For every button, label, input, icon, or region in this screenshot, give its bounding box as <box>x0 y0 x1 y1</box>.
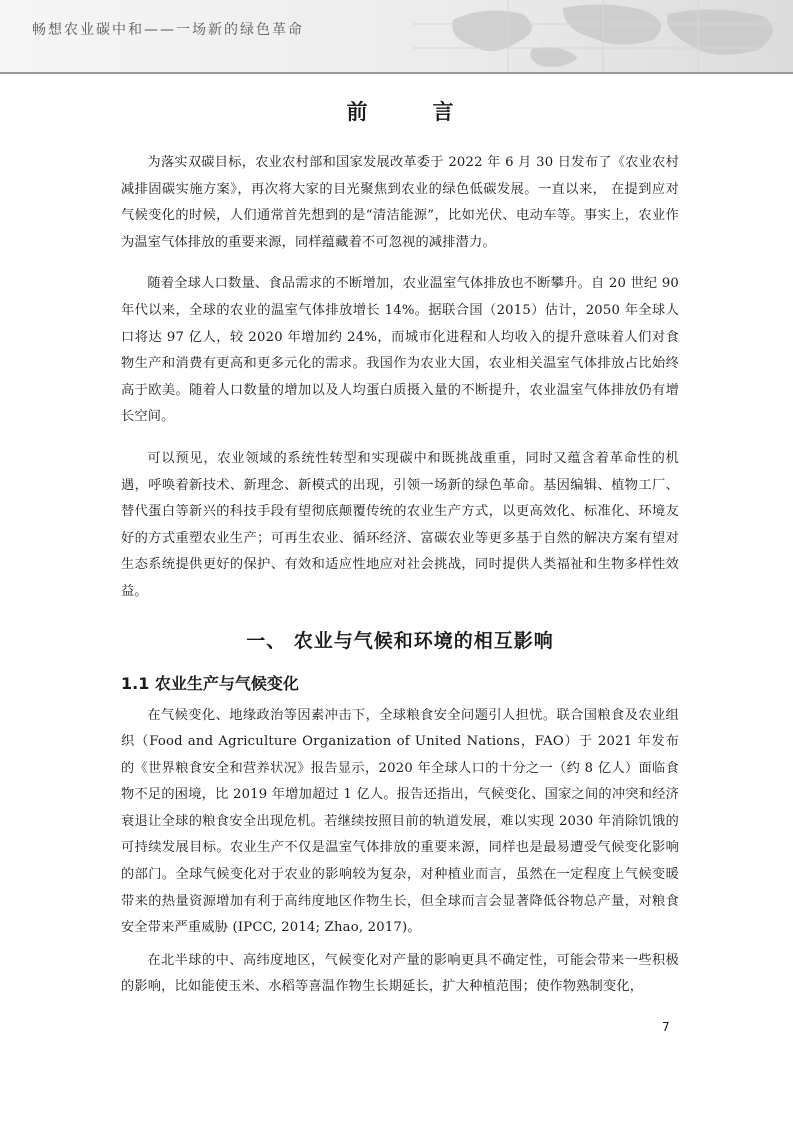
header-divider <box>0 72 793 74</box>
preface-paragraph: 可以预见，农业领域的系统性转型和实现碳中和既挑战重重，同时又蕴含着革命性的机遇，呼唤着新技术、新理念、新模式的出现，引领一场新的绿色革命。基因编辑、植物工厂、替代蛋白等新兴的科技手段有望彻底颠覆传统的农业生产方式，以更高效化、标准化、环境友好的方式重塑农业生产；可再生农业、循环经济、富碳农业等更多基于自然的解决方案有望对生态系统提供更好的保护、有效和适应性地应对社会挑战，同时提供人类福祉和生物多样性效益。 <box>121 450 679 599</box>
preface-paragraph: 随着全球人口数量、食品需求的不断增加，农业温室气体排放也不断攀升。自 20 世纪 90 年代以来，全球的农业的温室气体排放增长 14%。据联合国（2015）估计，2050 年全球人口将达 97 亿人，较 2020 年增加约 24%，而城市化进程和人均收入的提升意味着人们对食物生产和消费有更高和更多元化的需求。我国作为农业大国，农业相关温室气体排放占比始终高于欧美。随着人口数量的增加以及人均蛋白质摄入量的不断提升，农业温室气体排放仍有增长空间。 <box>121 276 679 425</box>
section-heading: 1.1 农业生产与气候变化 <box>121 673 299 693</box>
preface-paragraph: 为落实双碳目标，农业农村部和国家发展改革委于 2022 年 6 月 30 日发布了《农业农村减排固碳实施方案》，再次将大家的目光聚焦到农业的绿色低碳发展。一直以来， 在提到应对气候变化的时候，人们通常首先想到的是“清洁能源”，比如光伏、电动车等。事实上，农业作为温室气体排放的重要来源，同样蕴藏着不可忽视的减排潜力。 <box>121 155 679 250</box>
body-paragraph: 在气候变化、地缘政治等因素冲击下，全球粮食安全问题引人担忧。联合国粮食及农业组织（Food and Agriculture Organization of United Nations，FAO）于 2021 年发布的《世界粮食安全和营养状况》报告显示，2020 年全球人口的十分之一（约 8 亿人）面临食物不足的困境，比 2019 年增加超过 1 亿人。报告还指出，气候变化、国家之间的冲突和经济衰退让全球的粮食安全出现危机。若继续按照目前的轨道发展，难以实现 2030 年消除饥饿的可持续发展目标。农业生产不仅是温室气体排放的重要来源，同样也是最易遭受气候变化影响的部门。全球气候变化对于农业的影响较为复杂，对种植业而言，虽然在一定程度上气候变暖带来的热量资源增加有利于高纬度地区作物生长，但全球而言会显著降低谷物总产量，对粮食安全带来严重威胁 (IPCC, 2014; Zhao, 2017)。 <box>121 707 679 936</box>
page-body <box>121 92 679 1016</box>
running-header-title: 畅想农业碳中和——一场新的绿色革命 <box>32 22 304 38</box>
world-map-graphic <box>413 0 793 72</box>
chapter-heading: 一、 农业与气候和环境的相互影响 <box>246 629 554 652</box>
page-title: 前 言 <box>346 100 476 124</box>
body-paragraph: 在北半球的中、高纬度地区，气候变化对产量的影响更具不确定性，可能会带来一些积极的影响，比如能使玉米、水稻等喜温作物生长期延长，扩大种植范围；使作物熟制变化， <box>121 952 679 995</box>
page-number: 7 <box>662 1020 670 1034</box>
running-header <box>0 0 793 72</box>
